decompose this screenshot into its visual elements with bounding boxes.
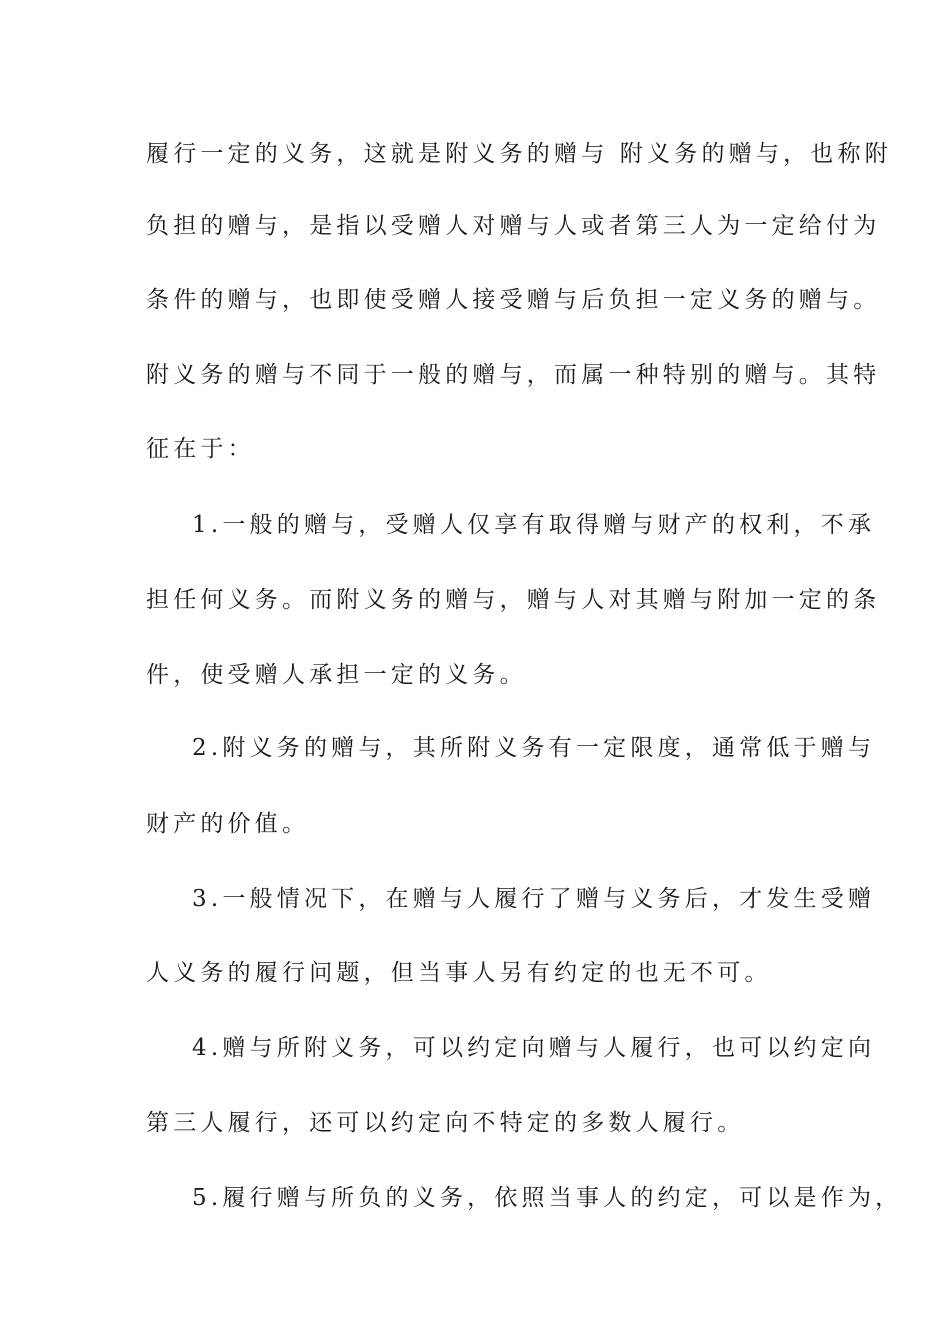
list-item-3-line: 人义务的履行问题，但当事人另有约定的也无不可。 xyxy=(146,960,772,986)
list-item-1-line: 件，使受赠人承担一定的义务。 xyxy=(146,662,527,688)
list-item-4-line: 第三人履行，还可以约定向不特定的多数人履行。 xyxy=(146,1110,745,1136)
list-item-1-line: 担任何义务。而附义务的赠与，赠与人对其赠与附加一定的条 xyxy=(146,587,881,613)
paragraph-line: 附义务的赠与不同于一般的赠与，而属一种特别的赠与。其特 xyxy=(146,362,881,388)
paragraph-line: 条件的赠与，也即使受赠人接受赠与后负担一定义务的赠与。 xyxy=(146,287,881,313)
list-item-1-line: 1.一般的赠与，受赠人仅享有取得赠与财产的权利，不承 xyxy=(192,512,876,538)
list-item-4-line: 4.赠与所附义务，可以约定向赠与人履行，也可以约定向 xyxy=(192,1035,876,1061)
paragraph-line: 履行一定的义务，这就是附义务的赠与 附义务的赠与，也称附 xyxy=(146,141,892,167)
list-item-5-line: 5.履行赠与所负的义务，依照当事人的约定，可以是作为， xyxy=(192,1185,903,1211)
list-item-2-line: 2.附义务的赠与，其所附义务有一定限度，通常低于赠与 xyxy=(192,735,876,761)
paragraph-line: 负担的赠与，是指以受赠人对赠与人或者第三人为一定给付为 xyxy=(146,213,881,239)
paragraph-line: 征在于： xyxy=(146,436,255,462)
list-item-2-line: 财产的价值。 xyxy=(146,811,310,837)
list-item-3-line: 3.一般情况下，在赠与人履行了赠与义务后，才发生受赠 xyxy=(192,886,876,912)
